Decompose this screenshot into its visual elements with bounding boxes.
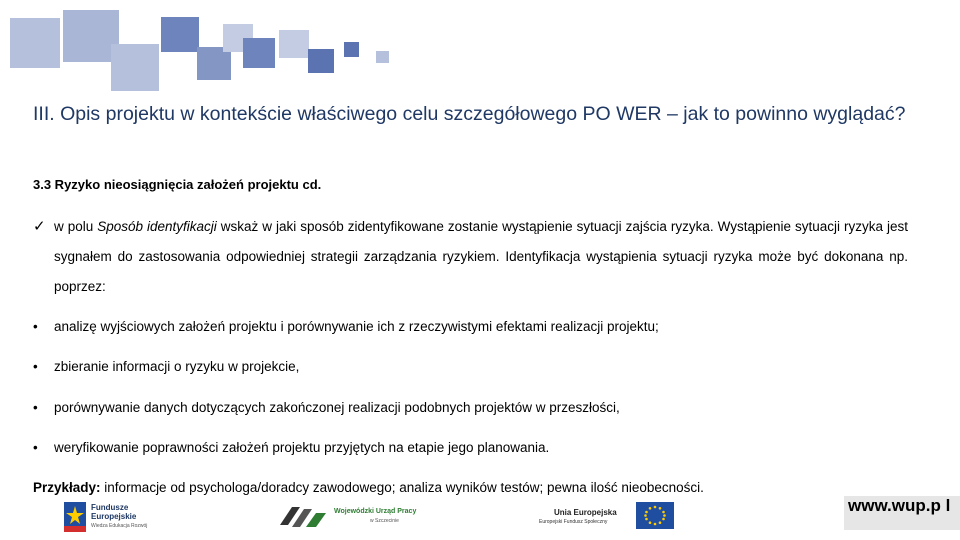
intro-text-before: w polu	[54, 219, 98, 234]
eu-logo	[536, 500, 676, 532]
slide-title: III. Opis projektu w kontekście właściwego celu szczegółowego PO WER – jak to powinno wyglądać?	[33, 103, 906, 125]
bullet-mark: •	[33, 400, 38, 415]
fe-line3: Wiedza Edukacja Rozwój	[91, 523, 148, 529]
examples-label: Przykłady:	[33, 480, 101, 495]
list-item-text: zbieranie informacji o ryzyku w projekcie,	[54, 359, 300, 374]
wup-line2: w Szczecinie	[370, 518, 399, 524]
list-item-text: analizę wyjściowych założeń projektu i porównywanie ich z rzeczywistymi efektami realizacji projektu;	[54, 319, 659, 334]
fe-star-icon	[64, 502, 86, 532]
fe-line1: Fundusze	[91, 503, 129, 512]
wup-emblem-icon	[280, 503, 328, 529]
bullet-mark: •	[33, 359, 38, 374]
identification-paragraph	[33, 212, 908, 302]
section-subtitle: 3.3 Ryzyko nieosiągnięcia założeń projektu cd.	[33, 177, 322, 192]
examples-line	[33, 478, 933, 498]
eu-line1: Unia Europejska	[554, 508, 617, 517]
examples-text: informacje od psychologa/doradcy zawodowego; analiza wyników testów; pewna ilość nieobecności.	[100, 480, 704, 495]
wup-line1: Wojewódzki Urząd Pracy	[334, 508, 417, 515]
list-item-text: weryfikowanie poprawności założeń projektu przyjętych na etapie jego planowania.	[54, 440, 550, 455]
list-item-text: porównywanie danych dotyczących zakończonej realizacji podobnych projektów w przeszłości,	[54, 400, 620, 415]
bullet-mark: •	[33, 319, 38, 334]
wup-logo	[280, 500, 430, 532]
bullet-mark: •	[33, 440, 38, 455]
list-item	[33, 317, 923, 337]
list-item	[33, 398, 923, 418]
checkmark-icon: ✓	[33, 218, 46, 235]
fundusze-europejskie-logo	[64, 500, 174, 534]
list-item	[33, 438, 923, 458]
footer-url[interactable]: www.wup.p l	[844, 496, 960, 530]
eu-line2: Europejski Fundusz Społeczny	[539, 519, 608, 525]
eu-flag-icon	[636, 502, 674, 529]
intro-text-after: wskaż w jaki sposób zidentyfikowane zostanie wystąpienie sytuacji zajścia ryzyka. Wystąpienie sytuacji ryzyka jest sygnałem do zastosowania odpowiedniej strategii zarządzania ryzykiem. Identyfikacja wystąpienia sytuacji ryzyka może być dokonana np. poprzez:	[54, 219, 908, 294]
field-name: Sposób identyfikacji	[97, 219, 217, 234]
fe-line2: Europejskie	[91, 512, 137, 521]
list-item	[33, 357, 923, 377]
